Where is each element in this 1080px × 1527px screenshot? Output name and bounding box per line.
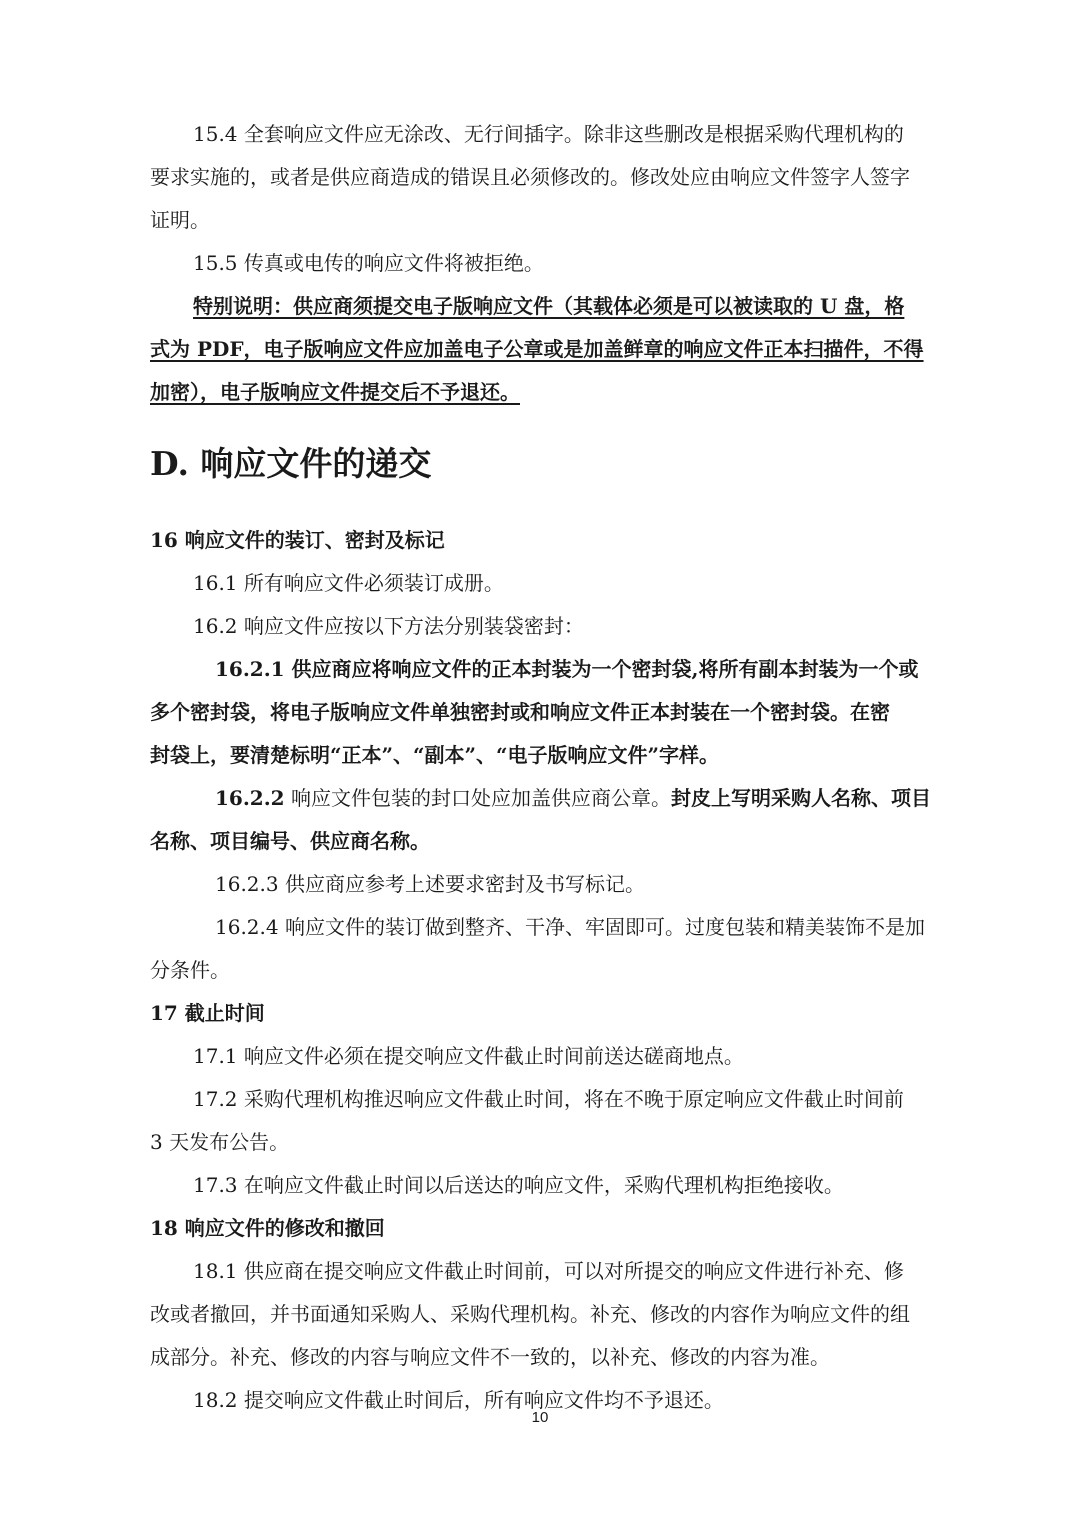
- paragraph-17-2-line-1: 17.2 采购代理机构推迟响应文件截止时间，将在不晚于原定响应文件截止时间前: [193, 1087, 904, 1111]
- paragraph-16-2: 16.2 响应文件应按以下方法分别装袋密封：: [193, 614, 584, 638]
- clause-text-bold: 封皮上写明采购人名称、项目: [670, 786, 931, 810]
- paragraph-18-1-line-2: 改或者撤回，并书面通知采购人、采购代理机构。补充、修改的内容作为响应文件的组: [150, 1302, 910, 1326]
- special-note-line-1: 特别说明：供应商须提交电子版响应文件（其载体必须是可以被读取的 U 盘，格: [193, 294, 905, 318]
- paragraph-16-2-4-line-1: 16.2.4 响应文件的装订做到整齐、干净、牢固即可。过度包装和精美装饰不是加: [215, 915, 925, 939]
- paragraph-16-2-1-line-2: 多个密封袋，将电子版响应文件单独密封或和响应文件正本封装在一个密封袋。在密: [150, 700, 890, 724]
- paragraph-15-4-line-3: 证明。: [150, 208, 210, 232]
- paragraph-16-1: 16.1 所有响应文件必须装订成册。: [193, 571, 504, 595]
- clause-text: 响应文件包装的封口处应加盖供应商公章。: [284, 786, 671, 810]
- heading-18: 18 响应文件的修改和撤回: [150, 1216, 385, 1240]
- paragraph-18-1-line-1: 18.1 供应商在提交响应文件截止时间前，可以对所提交的响应文件进行补充、修: [193, 1259, 904, 1283]
- clause-number: 16.2.2: [215, 786, 285, 810]
- paragraph-18-2: 18.2 提交响应文件截止时间后，所有响应文件均不予退还。: [193, 1388, 724, 1412]
- paragraph-18-1-line-3: 成部分。补充、修改的内容与响应文件不一致的，以补充、修改的内容为准。: [150, 1345, 830, 1369]
- paragraph-17-3: 17.3 在响应文件截止时间以后送达的响应文件，采购代理机构拒绝接收。: [193, 1173, 844, 1197]
- paragraph-16-2-1-line-3: 封袋上，要清楚标明“正本”、“副本”、“电子版响应文件”字样。: [150, 743, 720, 767]
- special-note-line-3: 加密），电子版响应文件提交后不予退还。: [150, 380, 520, 404]
- section-title: D. 响应文件的递交: [150, 444, 432, 483]
- paragraph-16-2-2-line-1: [215, 784, 931, 812]
- paragraph-15-4-line-1: 15.4 全套响应文件应无涂改、无行间插字。除非这些删改是根据采购代理机构的: [193, 122, 904, 146]
- paragraph-17-1: 17.1 响应文件必须在提交响应文件截止时间前送达磋商地点。: [193, 1044, 744, 1068]
- paragraph-16-2-4-line-2: 分条件。: [150, 958, 230, 982]
- paragraph-16-2-2-line-2: 名称、项目编号、供应商名称。: [150, 829, 430, 853]
- heading-17: 17 截止时间: [150, 1001, 265, 1025]
- paragraph-17-2-line-2: 3 天发布公告。: [150, 1130, 290, 1154]
- paragraph-16-2-3: 16.2.3 供应商应参考上述要求密封及书写标记。: [215, 872, 645, 896]
- paragraph-15-4-line-2: 要求实施的，或者是供应商造成的错误且必须修改的。修改处应由响应文件签字人签字: [150, 165, 910, 189]
- heading-16: 16 响应文件的装订、密封及标记: [150, 528, 445, 552]
- paragraph-15-5: 15.5 传真或电传的响应文件将被拒绝。: [193, 251, 544, 275]
- paragraph-16-2-1-line-1: 16.2.1 供应商应将响应文件的正本封装为一个密封袋,将所有副本封装为一个或: [215, 657, 919, 681]
- page-number: 10: [531, 1409, 549, 1426]
- special-note-line-2: 式为 PDF，电子版响应文件应加盖电子公章或是加盖鲜章的响应文件正本扫描件，不得: [150, 337, 924, 361]
